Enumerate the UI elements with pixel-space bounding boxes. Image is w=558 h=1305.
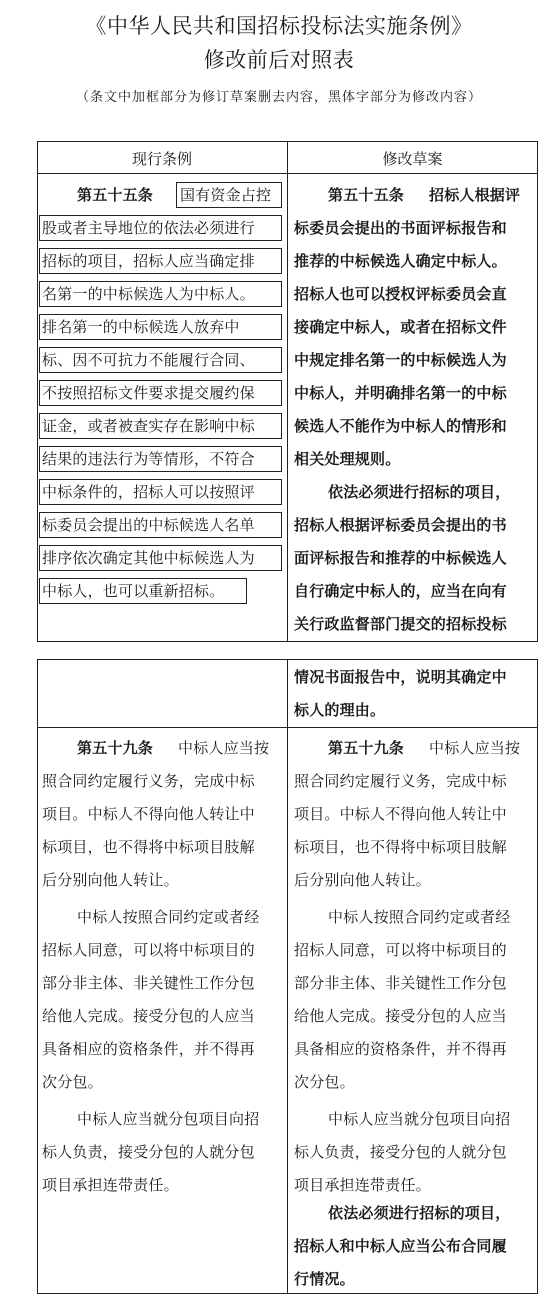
article-number: 第五十五条 [328,186,405,204]
deletion-frame [39,545,282,571]
text-line: 部分非主体、非关键性工作分包 [294,974,507,992]
deletion-frame [39,512,282,538]
deletion-frame [39,413,282,439]
text-line: 后分别向他人转让。 [42,871,179,889]
text-line: 项目。中标人不得向他人转让中 [294,805,507,823]
amended-text-line: 依法必须进行招标的项目， [328,483,511,501]
text-line: 具备相应的资格条件，并不得再 [42,1040,255,1058]
text-line: 中标人按照合同约定或者经 [328,908,511,926]
text-line: 次分包。 [42,1073,103,1091]
deletion-frame [39,479,282,505]
text-line: 招标人同意，可以将中标项目的 [294,941,507,959]
deletion-frame [39,380,282,406]
header-current-regulation: 现行条例 [131,150,192,168]
article-number: 第五十九条 [77,739,154,757]
text-line: 照合同约定履行义务，完成中标 [42,772,255,790]
deleted-text-line: 标、因不可抗力不能履行合同、 [42,351,255,369]
deletion-frame [39,446,282,472]
text-line: 照合同约定履行义务，完成中标 [294,772,507,790]
text-line: 项目承担连带责任。 [42,1176,179,1194]
deleted-text-line: 结果的违法行为等情形，不符合 [42,450,255,468]
amended-text-line: 相关处理规则。 [294,450,401,468]
deletion-frame [176,182,282,208]
deleted-text-line: 股或者主导地位的依法必须进行 [42,219,255,237]
amended-text-line: 中标人，并明确排名第一的中标 [294,384,507,402]
text-line: 具备相应的资格条件，并不得再 [294,1040,507,1058]
text-line: 标人负责，接受分包的人就分包 [42,1143,255,1161]
amended-text-line: 接确定中标人，或者在招标文件 [294,318,507,336]
text-line: 中标人应当按 [178,739,270,757]
amended-text-line: 自行确定中标人的，应当在向有 [294,582,507,600]
text-line: 后分别向他人转让。 [294,871,431,889]
amended-text-line: 标人的理由。 [294,701,386,719]
text-line: 中标人应当就分包项目向招 [328,1110,511,1128]
deleted-text-line: 中标人，也可以重新招标。 [42,582,225,600]
text-line: 部分非主体、非关键性工作分包 [42,974,255,992]
deletion-frame [39,215,282,241]
text-line: 招标人同意，可以将中标项目的 [42,941,255,959]
deleted-text-line: 招标的项目，招标人应当确定排 [42,252,255,270]
amended-text-line: 标委员会提出的书面评标报告和 [294,219,507,237]
deleted-text-line: 排名第一的中标候选人放弃中 [42,318,240,336]
text-line: 给他人完成。接受分包的人应当 [42,1007,255,1025]
deletion-frame [39,347,282,373]
deletion-frame [39,248,282,274]
text-line: 中标人应当就分包项目向招 [77,1110,260,1128]
deleted-text-line: 标委员会提出的中标候选人名单 [42,516,255,534]
amended-text-line: 关行政监督部门提交的招标投标 [294,615,507,633]
article-number: 第五十九条 [328,739,405,757]
amended-text-line: 中规定排名第一的中标候选人为 [294,351,507,369]
column-divider [287,141,288,641]
deleted-text-line: 不按照招标文件要求提交履约保 [42,384,255,402]
header-draft-amendment: 修改草案 [382,150,443,168]
text-line: 标项目，也不得将中标项目肢解 [294,838,507,856]
text-line: 中标人应当按 [429,739,521,757]
text-line: 项目。中标人不得向他人转让中 [42,805,255,823]
editorial-note: （条文中加框部分为修订草案删去内容，黑体字部分为修改内容） [75,90,482,105]
amended-text-line: 招标人也可以授权评标委员会直 [294,285,507,303]
amended-text-line: 行情况。 [294,1270,355,1288]
deleted-text-line: 中标条件的，招标人可以按照评 [42,483,255,501]
deleted-text-line: 排序依次确定其他中标候选人为 [42,549,255,567]
deletion-frame [39,314,282,340]
amended-text-line: 依法必须进行招标的项目， [328,1204,511,1222]
deleted-text-line: 证金，或者被查实存在影响中标 [42,417,255,435]
document-title: 《中华人民共和国招标投标法实施条例》 [85,14,473,38]
amended-text-line: 招标人根据评 [429,186,521,204]
text-line: 项目承担连带责任。 [294,1176,431,1194]
deleted-text-line: 国有资金占控 [180,186,272,204]
text-line: 标项目，也不得将中标项目肢解 [42,838,255,856]
amended-text-line: 情况书面报告中，说明其确定中 [294,668,507,686]
text-line: 中标人按照合同约定或者经 [77,908,260,926]
amended-text-line: 招标人和中标人应当公布合同履 [294,1237,507,1255]
deleted-text-line: 名第一的中标候选人为中标人。 [42,285,255,303]
amended-text-line: 候选人不能作为中标人的情形和 [294,417,507,435]
amended-text-line: 面评标报告和推荐的中标候选人 [294,549,507,567]
text-line: 给他人完成。接受分包的人应当 [294,1007,507,1025]
amended-text-line: 招标人根据评标委员会提出的书 [294,516,507,534]
article-number: 第五十五条 [77,186,154,204]
text-line: 标人负责，接受分包的人就分包 [294,1143,507,1161]
deletion-frame [39,578,247,604]
deletion-frame [39,281,282,307]
text-line: 次分包。 [294,1073,355,1091]
column-divider [287,659,288,1293]
document-subtitle: 修改前后对照表 [203,48,355,72]
amended-text-line: 推荐的中标候选人确定中标人。 [294,252,507,270]
